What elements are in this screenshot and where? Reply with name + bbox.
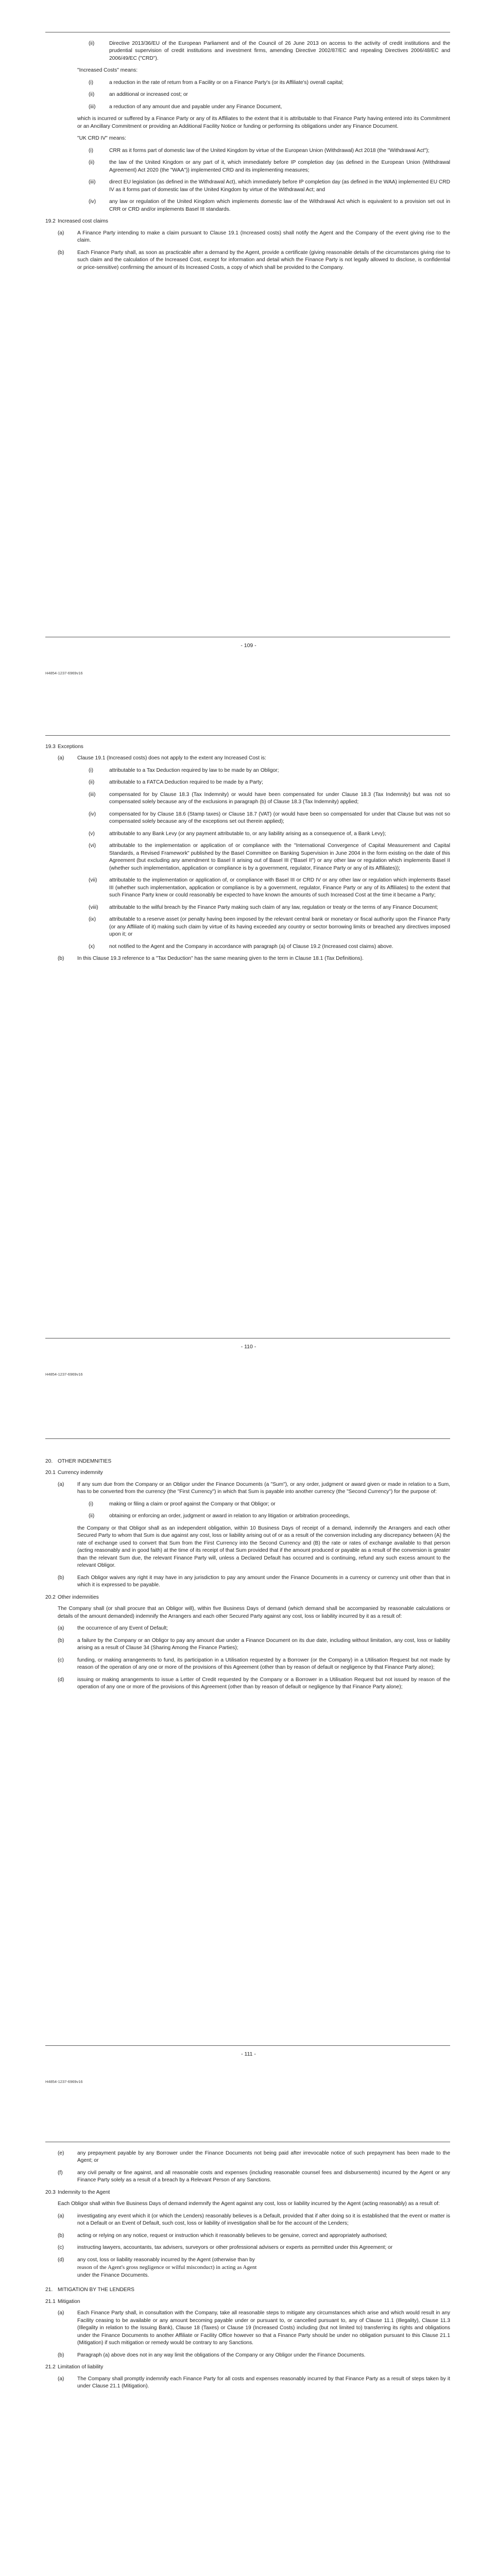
exceptions-list <box>45 767 450 951</box>
article-title: MITIGATION BY THE LENDERS <box>58 2287 134 2293</box>
exception-item: (iv) compensated for by Clause 18.6 (Stamp taxes) or Clause 18.7 (VAT) (or would have been so compensated for under that Clause but was not so compensated solely because any of the exceptions set out therein applied); <box>89 811 450 825</box>
article-heading: 20. OTHER INDEMNITIES <box>45 1459 112 1464</box>
para-item: (b) acting or relying on any notice, request or instruction which it reasonably believes to be genuine, correct and appropriately authorised; <box>58 2232 387 2239</box>
page-bottom-rule <box>45 2045 450 2046</box>
section-title: Other indemnities <box>58 1594 99 1600</box>
uk-item: (iv) any law or regulation of the United Kingdom which implements domestic law of the Withdrawal Act which is equivalent to a provision set out in CRR or CRD and/or implements Basel III standards. <box>89 199 450 212</box>
ic-tail: which is incurred or suffered by a Finance Party or any of its Affiliates to the extent that it is attributable to that Finance Party having entered into its Commitment or an Ancillary Commitment or providing an Additional Facility Notice or funding or performing its obligations under any Finance Document. <box>77 116 450 129</box>
para-item: (b) Each Finance Party shall, as soon as practicable after a demand by the Agent, provide a certificate (giving reasonable details of the circumstances giving rise to such claim and the calculation of the Increased Cost, except for information and detail which the Finance Party is not legally allowed to disclose, is confidential or price-sensitive) confirming the amount of its Increased Costs, a copy of which shall be provided to the Company. <box>58 249 450 270</box>
para-item: (a) the occurrence of any Event of Default; <box>58 1625 168 1632</box>
para-item: (b) In this Clause 19.3 reference to a "Tax Deduction" has the same meaning given to the term in Clause 18.1 (Tax Definitions). <box>58 956 364 962</box>
section-title: Indemnity to the Agent <box>58 2189 110 2195</box>
section-heading: 21.1 Mitigation <box>45 2298 80 2304</box>
para-item: (a) If any sum due from the Company or an Obligor under the Finance Documents (a "Sum"), or any order, judgment or award given or made in relation to a Sum, has to be converted from the currency (the "First Currency") in which that Sum is payable into another currency (the "Second Currency") for the purpose of: <box>58 1481 450 1495</box>
section-title: Limitation of liability <box>58 2364 104 2370</box>
uk-item: (ii) the law of the United Kingdom or any part of it, which immediately before IP completion day (as defined in the European Union (Withdrawal Agreement) Act 2020 (the "WAA")) implemented CRD and its implementing measures; <box>89 160 450 173</box>
page-111-content <box>45 1458 450 1696</box>
exception-item: (vi) attributable to the implementation or application of or compliance with the "International Convergence of Capital Measurement and Capital Standards, a Revised Framework" published by the Basel Committee on Banking Supervision in June 2004 in the form existing on the date of this Agreement (but excluding any amendment to Basel II arising out of Basel III ("Basel II") or any other law or regulation which implements Basel II (whether such implementation, application or compliance is by a government, regulator, Finance Party or any of its Affiliates)); <box>89 843 450 871</box>
section-heading: 20.2 Other indemnities <box>45 1594 99 1600</box>
section-title: Mitigation <box>58 2298 80 2304</box>
section-title: Increased cost claims <box>58 218 108 225</box>
document-id: H4854-1237-6969v16 <box>45 671 83 675</box>
para-item: (c) instructing lawyers, accountants, tax advisers, surveyors or other professional advisers or experts as permitted under this Agreement; or <box>58 2245 393 2251</box>
ic-item: (ii) an additional or increased cost; or <box>89 92 188 98</box>
definition-uk-crd-iv: "UK CRD IV" means: <box>77 135 126 142</box>
page-110 <box>0 703 497 1406</box>
document-id: H4854-1237-6969v16 <box>45 1372 83 1377</box>
sub-item: (ii) obtaining or enforcing an order, judgment or award in relation to any litigation or arbitration proceedings, <box>89 1513 350 1519</box>
exception-item: (ix) attributable to a reserve asset (or penalty having been imposed by the relevant central bank or monetary or fiscal authority upon the Finance Party (or any Affiliate of it) making such claim by virtue of its having exceeded any country or sector borrowing limits or breached any directives imposed upon it; or <box>89 917 450 938</box>
section-heading: 20.1 Currency indemnity <box>45 1470 103 1476</box>
para-item: (b) Paragraph (a) above does not in any way limit the obligations of the Company or any Obligor under the Finance Documents. <box>58 2352 366 2358</box>
page-number: - 111 - <box>241 2051 256 2057</box>
exception-item: (iii) compensated for by Clause 18.3 (Tax Indemnity) or would have been compensated for under Clause 18.3 (Tax Indemnity) but was not so compensated solely because any of the exclusions in paragraph (b) of Clause 18.3 (Tax Indemnity) applied; <box>89 791 450 805</box>
other-indemnities-intro: The Company shall (or shall procure that an Obligor will), within five Business Days of demand (which demand shall be accompanied by reasonable calculations or details of the amount demanded) indemnify the Arrangers and each other Secured Party against any cost, loss or liability incurred by it as a result of: <box>58 1606 450 1619</box>
para-item: (b) Each Obligor waives any right it may have in any jurisdiction to pay any amount under the Finance Documents in a currency or currency unit other than that in which it is expressed to be payable. <box>58 1574 450 1588</box>
para-item: (a) A Finance Party intending to make a claim pursuant to Clause 19.1 (Increased costs) shall notify the Agent and the Company of the event giving rise to the claim. <box>58 230 450 244</box>
section-heading: 21.2 Limitation of liability <box>45 2364 104 2370</box>
exception-item: (x) not notified to the Agent and the Company in accordance with paragraph (a) of Clause 19.2 (Increased cost claims) above. <box>89 943 393 950</box>
section-title: Exceptions <box>58 744 83 750</box>
uk-item: (iii) direct EU legislation (as defined in the Withdrawal Act), which immediately before IP completion day (as defined in the WAA) implemented EU CRD IV as it forms part of domestic law of the United Kingdom by virtue of the Withdrawal Act; and <box>89 179 450 193</box>
para-item: (a) The Company shall promptly indemnify each Finance Party for all costs and expenses reasonably incurred by that Finance Party as a result of steps taken by it under Clause 21.1 (Mitigation). <box>58 2376 450 2389</box>
agent-indemnity-intro: Each Obligor shall within five Business Days of demand indemnify the Agent against any cost, loss or liability incurred by the Agent (acting reasonably) as a result of: <box>58 2201 440 2207</box>
section-heading: 19.2 Increased cost claims <box>45 218 108 225</box>
para-item: (c) funding, or making arrangements to fund, its participation in a Utilisation requested by a Borrower (or the Company) in a Utilisation Request but not made by reason of the operation of any one or more of the provisions of this Agreement (other than by reason of default or negligence by that Finance Party alone); <box>58 1657 450 1671</box>
ic-item: (iii) a reduction of any amount due and payable under any Finance Document, <box>89 104 282 110</box>
para-item: (a) Clause 19.1 (Increased costs) does not apply to the extent any Increased Cost is: <box>58 755 266 761</box>
article-title: OTHER INDEMNITIES <box>58 1459 112 1464</box>
currency-indemnity-tail: the Company or that Obligor shall as an independent obligation, within 10 Business Days of receipt of a demand, indemnify the Arrangers and each other Secured Party to whom that Sum is due against any cost, loss or liability arising out of or as a result of the conversion including any discrepancy between (A) the rate of exchange used to convert that Sum from the First Currency into the Second Currency and (B) the rate or rates of exchange available to that person (acting reasonably and in good faith) at the time of its receipt of that Sum provided that if the amount produced or payable as a result of the conversion is greater than the relevant Sum due, the relevant Finance Party will, unless a Declared Default has occurred and is continuing, refund any such excess amount to the relevant Obligor. <box>77 1525 450 1569</box>
document-id: H4854-1237-6969v16 <box>45 2079 83 2084</box>
page-111 <box>0 1406 497 2110</box>
page-112 <box>0 2110 497 2576</box>
para-item: (f) any civil penalty or fine against, and all reasonable costs and expenses (including reasonable counsel fees and disbursements) incurred by the Agent or any Finance Party solely as a result of a breach by a Relevant Person of any Sanctions. <box>58 2170 450 2183</box>
sub-item: (i) making or filing a claim or proof against the Company or that Obligor; or <box>89 1501 276 1507</box>
para-item: (e) any prepayment payable by any Borrower under the Finance Documents not being paid after irrevocable notice of such prepayment has been made to the Agent; or <box>58 2150 450 2164</box>
page-number: - 109 - <box>241 642 256 649</box>
section-heading: 19.3 Exceptions <box>45 744 83 750</box>
page-112-content <box>45 2150 450 2395</box>
exception-item: (ii) attributable to a FATCA Deduction required to be made by a Party; <box>89 779 263 786</box>
section-title: Currency indemnity <box>58 1470 103 1476</box>
item-number: (ii) <box>89 41 95 46</box>
para-item: (b) a failure by the Company or an Obligor to pay any amount due under a Finance Document on its due date, including without limitation, any cost, loss or liability arising as a result of Clause 34 (Sharing Among the Finance Parties); <box>58 1637 450 1651</box>
page-109-content <box>45 40 450 276</box>
para-item: (d) issuing or making arrangements to issue a Letter of Credit requested by the Company or a Borrower in a Utilisation Request but not issued by reason of the operation of any one or more of the provisions of this Agreement (other than by reason of default or negligence by that Finance Party alone); <box>58 1676 450 1690</box>
exception-item: (viii) attributable to the wilful breach by the Finance Party making such claim of any law, regulation or treaty or the terms of any Finance Document; <box>89 904 438 910</box>
page-number: - 110 - <box>241 1344 256 1350</box>
ic-item: (i) a reduction in the rate of return from a Facility or on a Finance Party's (or its Affiliate's) overall capital; <box>89 79 344 86</box>
exception-item: (vii) attributable to the implementation or application of, or compliance with Basel III or CRD IV or any other law or regulation which implements Basel III (whether such implementation, application or compliance is by a government, regulator, Finance Party or any of its Affiliates) to the extent that such Finance Party knew or could reasonably be expected to have known the amounts of such Increased Cost at the time it became a Party; <box>89 877 450 899</box>
page-109 <box>0 0 497 703</box>
directive-item <box>45 40 450 62</box>
page-top-rule <box>45 735 450 736</box>
section-heading: 20.3 Indemnity to the Agent <box>45 2189 110 2195</box>
definition-increased-costs: "Increased Costs" means: <box>77 67 138 74</box>
para-item: (d) any cost, loss or liability reasonably incurred by the Agent (otherwise than by reason of the Agent's gross negligence or wilful misconduct) in acting as Agent under the Finance Documents. <box>58 2257 257 2278</box>
exception-item: (v) attributable to any Bank Levy (or any payment attributable to, or any liability arising as a consequence of, a Bank Levy); <box>89 831 386 837</box>
uk-item: (i) CRR as it forms part of domestic law of the United Kingdom by virtue of the European Union (Withdrawal) Act 2018 (the "Withdrawal Act"); <box>89 147 430 154</box>
exception-item: (i) attributable to a Tax Deduction required by law to be made by an Obligor; <box>89 767 279 773</box>
article-heading: 21. MITIGATION BY THE LENDERS <box>45 2287 134 2293</box>
page-top-rule <box>45 1438 450 1439</box>
item-text: Directive 2013/36/EU of the European Parliament and of the Council of 26 June 2013 on access to the activity of credit institutions and the prudential supervision of credit institutions and investment firms, amending Directive 2002/87/EC and repealing Directives 2006/48/EC and 2006/49/EC ("CRD"). <box>109 41 450 61</box>
para-item: (a) Each Finance Party shall, in consultation with the Company, take all reasonable steps to mitigate any circumstances which arise and which would result in any Facility ceasing to be available or any amount becoming payable under or pursuant to, or cancelled pursuant to, any of Clause 11.1 (Illegality), Clause 11.3 (Illegality in relation to the Issuing Bank), Clause 18 (Taxes) or Clause 19 (Increased Costs) including (but not limited to) transferring its rights and obligations under the Finance Documents to another Affiliate or Facility Office however so that a Finance Party should be under no obligation pursuant to this Clause 21.1 (Mitigation) if such mitigation or remedy would be contrary to any Sanctions. <box>58 2310 450 2346</box>
page-110-content <box>45 743 450 968</box>
para-item: (a) investigating any event which it (or which the Lenders) reasonably believes is a Default, provided that if after doing so it is established that the event or matter is not a Default or an Event of Default, such cost, loss or liability of investigation shall be for the account of the Lenders; <box>58 2213 450 2227</box>
